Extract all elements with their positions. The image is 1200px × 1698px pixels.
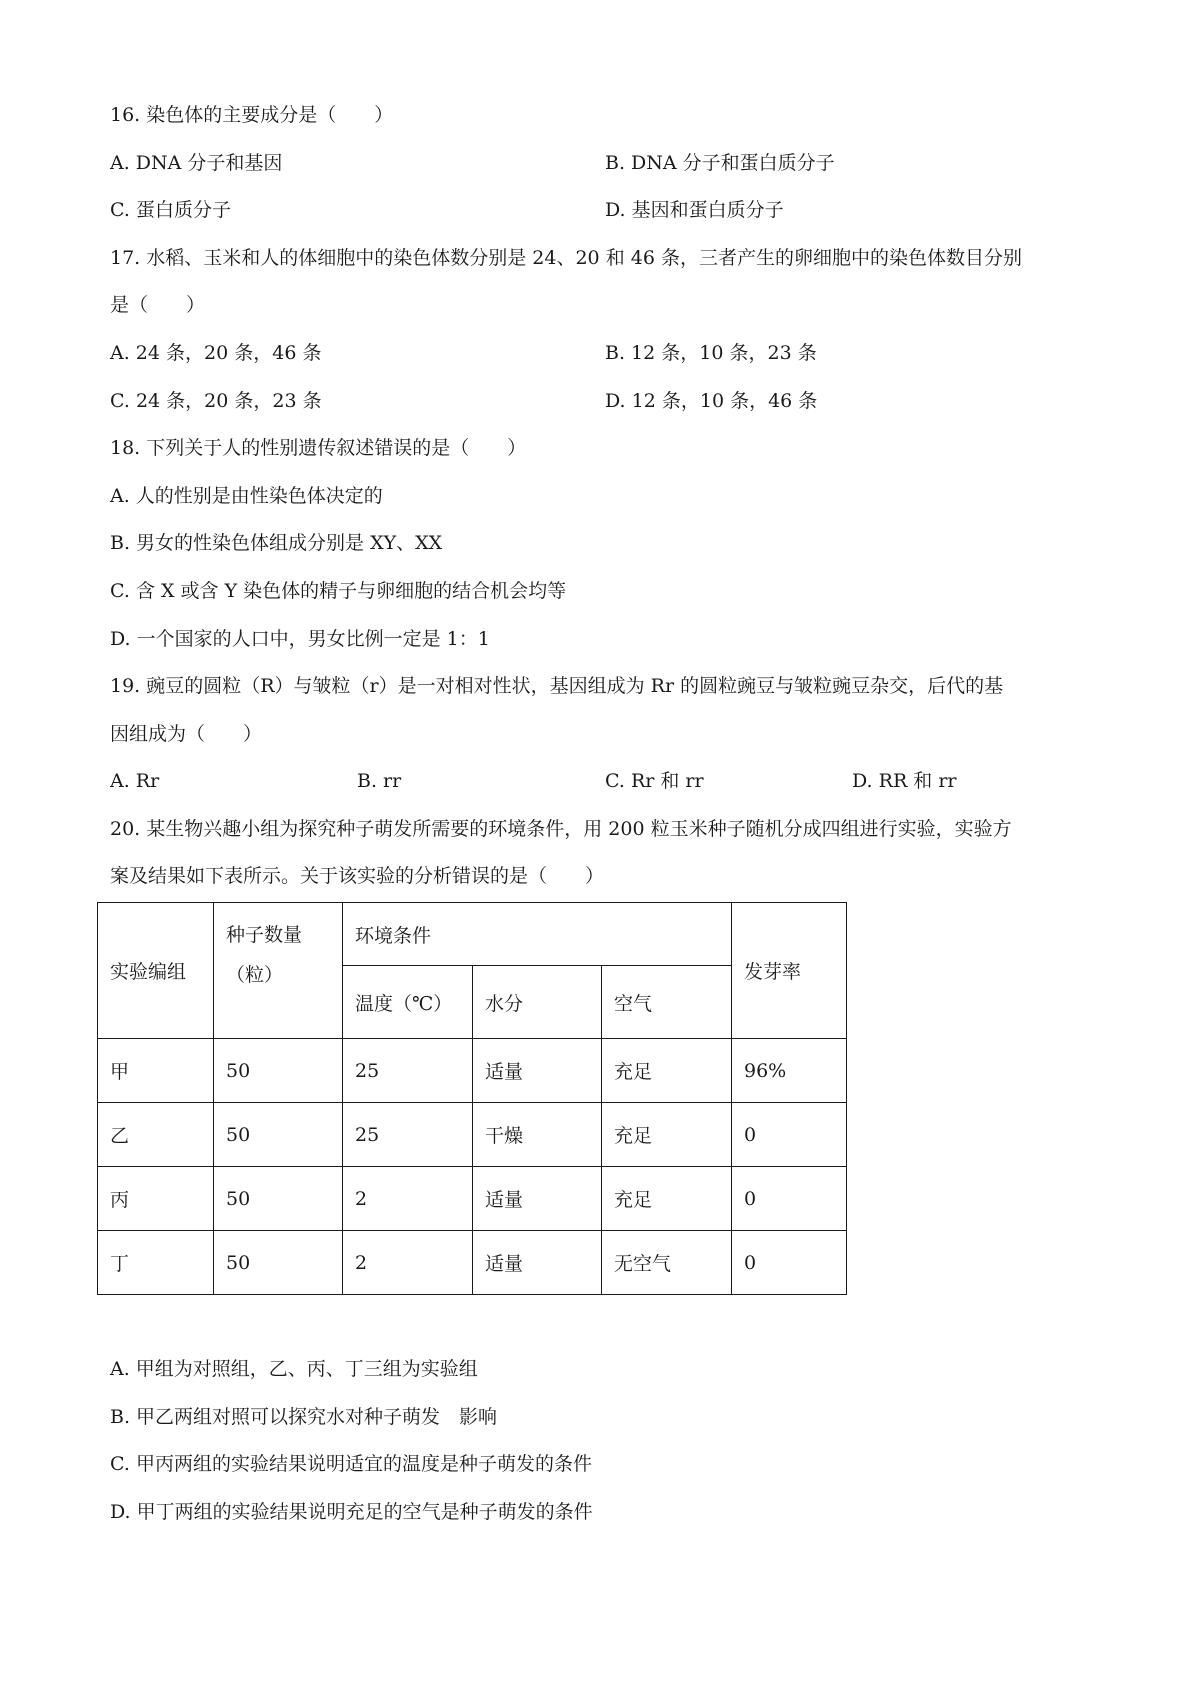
q20-stem-line1: 20. 某生物兴趣小组为探究种子萌发所需要的环境条件，用 200 粒玉米种子随机分成四组进行实验，实验方 <box>110 818 1012 840</box>
cell-water: 适量 <box>473 1231 602 1295</box>
header-water: 水分 <box>473 966 602 1039</box>
header-temperature: 温度（℃） <box>343 966 473 1039</box>
q16-stem: 16. 染色体的主要成分是（ ） <box>110 104 394 126</box>
header-seed-count-line1: 种子数量 <box>226 924 303 946</box>
q20-stem-line2: 案及结果如下表所示。关于该实验的分析错误的是（ ） <box>110 865 605 887</box>
cell-seeds: 50 <box>214 1103 343 1167</box>
q18-option-a[interactable]: A. 人的性别是由性染色体决定的 <box>110 485 383 507</box>
cell-air: 无空气 <box>602 1231 732 1295</box>
q17-stem-line2: 是（ ） <box>110 294 206 316</box>
q18-option-c[interactable]: C. 含 X 或含 Y 染色体的精子与卵细胞的结合机会均等 <box>110 580 567 602</box>
q18-option-d[interactable]: D. 一个国家的人口中，男女比例一定是 1：1 <box>110 628 490 650</box>
cell-temp: 25 <box>343 1103 473 1167</box>
cell-group: 甲 <box>98 1039 214 1103</box>
table-row <box>98 1039 847 1103</box>
header-air: 空气 <box>602 966 732 1039</box>
header-seed-count-line2: （粒） <box>226 964 284 986</box>
q17-option-c[interactable]: C. 24 条，20 条，23 条 <box>110 390 322 412</box>
cell-rate: 0 <box>732 1167 847 1231</box>
cell-air: 充足 <box>602 1167 732 1231</box>
header-group: 实验编组 <box>98 903 214 1039</box>
cell-water: 适量 <box>473 1167 602 1231</box>
q19-option-b[interactable]: B. rr <box>357 770 402 792</box>
q17-option-a[interactable]: A. 24 条，20 条，46 条 <box>110 342 322 364</box>
cell-temp: 2 <box>343 1167 473 1231</box>
header-germination-rate: 发芽率 <box>732 903 847 1039</box>
table-row <box>98 1103 847 1167</box>
q17-option-b[interactable]: B. 12 条，10 条，23 条 <box>605 342 817 364</box>
q19-option-c[interactable]: C. Rr 和 rr <box>605 770 704 792</box>
cell-seeds: 50 <box>214 1231 343 1295</box>
q19-stem-line2: 因组成为（ ） <box>110 723 263 745</box>
cell-air: 充足 <box>602 1039 732 1103</box>
q19-option-a[interactable]: A. Rr <box>110 770 160 792</box>
q19-option-d[interactable]: D. RR 和 rr <box>852 770 957 792</box>
cell-temp: 2 <box>343 1231 473 1295</box>
q20-option-d[interactable]: D. 甲丁两组的实验结果说明充足的空气是种子萌发的条件 <box>110 1501 593 1523</box>
q16-option-a[interactable]: A. DNA 分子和基因 <box>110 152 283 174</box>
q18-option-b[interactable]: B. 男女的性染色体组成分别是 XY、XX <box>110 532 443 554</box>
cell-water: 干燥 <box>473 1103 602 1167</box>
cell-air: 充足 <box>602 1103 732 1167</box>
cell-water: 适量 <box>473 1039 602 1103</box>
q16-option-b[interactable]: B. DNA 分子和蛋白质分子 <box>605 152 835 174</box>
table-row <box>98 1231 847 1295</box>
q16-option-d[interactable]: D. 基因和蛋白质分子 <box>605 199 784 221</box>
q16-option-c[interactable]: C. 蛋白质分子 <box>110 199 231 221</box>
q18-stem: 18. 下列关于人的性别遗传叙述错误的是（ ） <box>110 437 527 459</box>
q20-option-c[interactable]: C. 甲丙两组的实验结果说明适宜的温度是种子萌发的条件 <box>110 1453 592 1475</box>
q20-option-b[interactable]: B. 甲乙两组对照可以探究水对种子萌发 影响 <box>110 1406 498 1428</box>
cell-group: 丁 <box>98 1231 214 1295</box>
cell-seeds: 50 <box>214 1167 343 1231</box>
cell-seeds: 50 <box>214 1039 343 1103</box>
header-seed-count <box>214 903 343 1039</box>
q17-stem-line1: 17. 水稻、玉米和人的体细胞中的染色体数分别是 24、20 和 46 条，三者产生的卵细胞中的染色体数目分别 <box>110 247 1022 269</box>
cell-rate: 0 <box>732 1231 847 1295</box>
q20-option-a[interactable]: A. 甲组为对照组，乙、丙、丁三组为实验组 <box>110 1358 478 1380</box>
cell-temp: 25 <box>343 1039 473 1103</box>
q19-stem-line1: 19. 豌豆的圆粒（R）与皱粒（r）是一对相对性状，基因组成为 Rr 的圆粒豌豆与皱粒豌豆杂交，后代的基 <box>110 675 1004 697</box>
q17-option-d[interactable]: D. 12 条，10 条，46 条 <box>605 390 818 412</box>
header-environment: 环境条件 <box>343 903 732 966</box>
cell-rate: 0 <box>732 1103 847 1167</box>
cell-group: 丙 <box>98 1167 214 1231</box>
cell-group: 乙 <box>98 1103 214 1167</box>
cell-rate: 96% <box>732 1039 847 1103</box>
table-row <box>98 1167 847 1231</box>
experiment-table <box>97 902 847 1295</box>
